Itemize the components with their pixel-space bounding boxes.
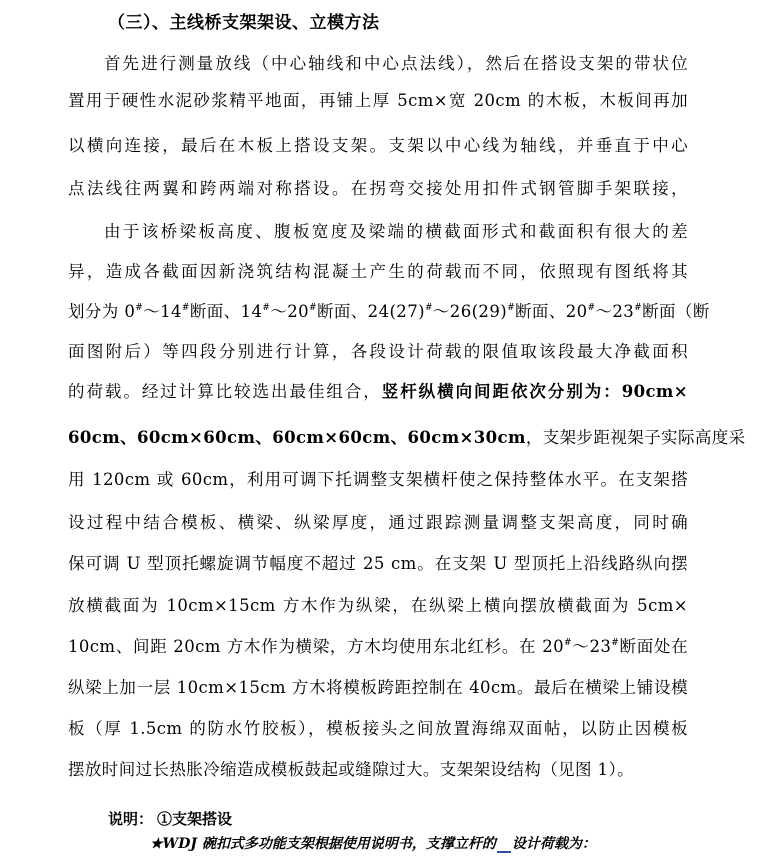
paragraph-2-line-7: 用 120cm 或 60cm，利用可调下托调整支架横杆使之保持整体水平。在支架搭 [68, 470, 688, 489]
note-line [108, 808, 232, 829]
paragraph-2-line-8: 设过程中结合模板、横梁、纵梁厚度，通过跟踪测量调整支架高度，同时确 [68, 513, 688, 532]
paragraph-2-line-9: 保可调 U 型顶托螺旋调节幅度不超过 25 cm。在支架 U 型顶托上沿线路纵向摆 [68, 554, 688, 573]
paragraph-2-line-5: 的荷载。经过计算比较选出最佳组合，竖杆纵横向间距依次分别为：90cm× [68, 382, 688, 401]
note-item: ①支架搭设 [157, 810, 233, 828]
text-cursor-mark [497, 851, 511, 853]
subnote-text-end: 设计荷载为： [511, 836, 596, 852]
paragraph-2-line-2: 异，造成各截面因新浇筑结构混凝土产生的荷载而不同，依照现有图纸将其 [68, 262, 688, 281]
paragraph-2-line-3: 划分为 0#～14#断面、14#～20#断面、24(27)#～26(29)#断面、20#～23#断面（断 [68, 302, 710, 321]
paragraph-1-line-4: 点法线往两翼和跨两端对称搭设。在拐弯交接处用扣件式钢管脚手架联接， [68, 179, 688, 198]
bold-spacing-text: 竖杆纵横向间距依次分别为：90cm× [381, 382, 688, 401]
paragraph-2-line-1: 由于该桥梁板高度、腹板宽度及梁端的横截面形式和截面积有很大的差 [104, 222, 688, 241]
paragraph-2-line-6: 60cm、60cm×60cm、60cm×60cm、60cm×30cm，支架步距视架子实际高度采 [68, 428, 746, 447]
paragraph-2-line-10: 放横截面为 10cm×15cm 方木作为纵梁，在纵梁上横向摆放横截面为 5cm× [68, 596, 688, 615]
subnote-line [150, 833, 596, 853]
paragraph-2-line-12: 纵梁上加一层 10cm×15cm 方木将模板跨距控制在 40cm。最后在横梁上铺设模 [68, 678, 688, 697]
paragraph-2-line-11: 10cm、间距 20cm 方木作为横梁，方木均使用东北红杉。在 20#～23#断面处在 [68, 637, 688, 656]
subnote-text-start: ★WDJ 碗扣式多功能支架根据使用说明书，支撑立杆的 [150, 836, 496, 852]
paragraph-2-line-4: 面图附后）等四段分别进行计算，各段设计荷载的限值取该段最大净截面积 [68, 342, 688, 361]
paragraph-1-line-1: 首先进行测量放线（中心轴线和中心点法线），然后在搭设支架的带状位 [104, 54, 688, 73]
paragraph-1-line-2: 置用于硬性水泥砂浆精平地面，再铺上厚 5cm×宽 20cm 的木板，木板间再加 [68, 91, 688, 110]
paragraph-1-line-3: 以横向连接，最后在木板上搭设支架。支架以中心线为轴线，并垂直于中心 [68, 136, 688, 155]
bold-spacing-values: 60cm、60cm×60cm、60cm×60cm、60cm×30cm [68, 428, 526, 447]
section-heading: （三）、主线桥支架架设、立模方法 [108, 13, 380, 33]
paragraph-2-line-14: 摆放时间过长热胀冷缩造成模板鼓起或缝隙过大。支架架设结构（见图 1）。 [68, 760, 634, 779]
note-label: 说明： [108, 810, 154, 828]
paragraph-2-line-13: 板（厚 1.5cm 的防水竹胶板），模板接头之间放置海绵双面帖，以防止因模板 [68, 719, 688, 738]
